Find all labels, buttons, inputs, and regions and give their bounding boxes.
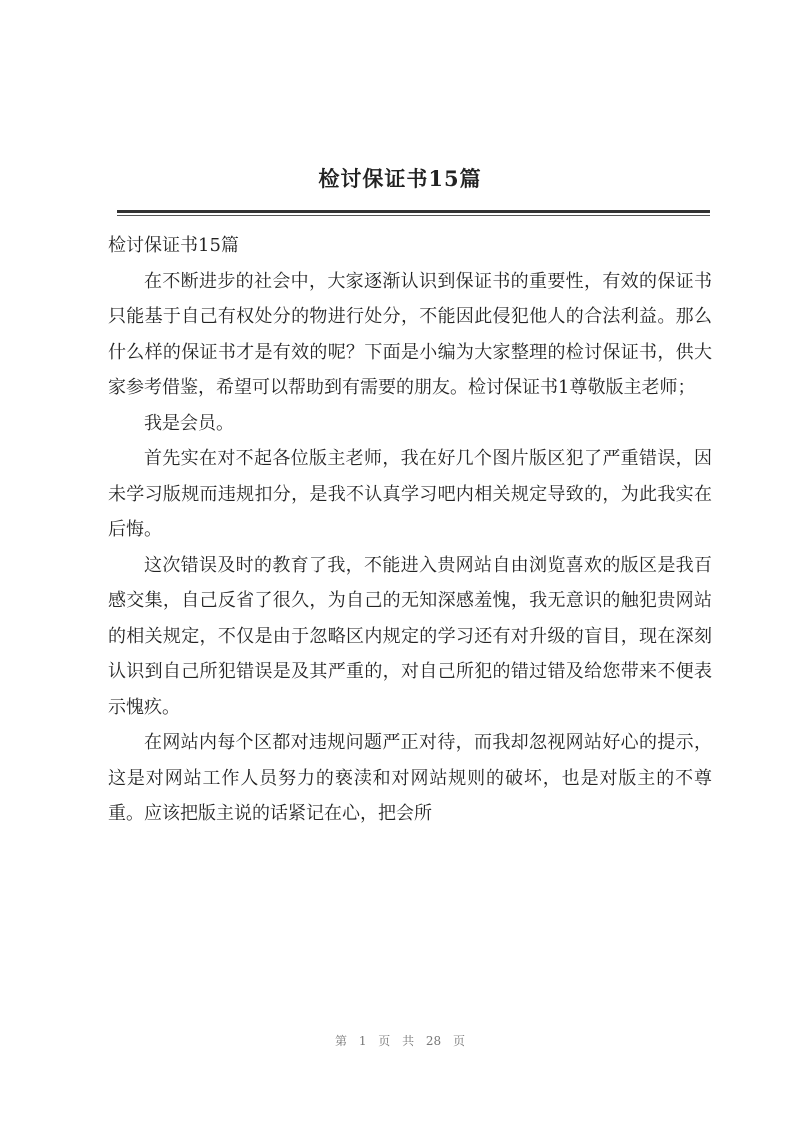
- page-number-footer: 第 1 页 共 28 页: [335, 1034, 465, 1048]
- paragraph-member: 我是会员。: [144, 412, 234, 434]
- paragraph-rules: 在网站内每个区都对违规问题严正对待，而我却忽视网站好心的提示，这是对网站工作人员努力的亵渎和对网站规则的破坏，也是对版主的不尊重。应该把版主说的话紧记在心，把会所: [108, 732, 712, 824]
- document-subtitle: 检讨保证书15篇: [108, 235, 239, 256]
- title-divider-thin: [117, 215, 710, 216]
- paragraph-intro: 在不断进步的社会中，大家逐渐认识到保证书的重要性，有效的保证书只能基于自己有权处分的物进行处分，不能因此侵犯他人的合法利益。那么什么样的保证书才是有效的呢？下面是小编为大家整理的检讨保证书，供大家参考借鉴，希望可以帮助到有需要的朋友。检讨保证书1尊敬版主老师；: [108, 270, 712, 398]
- title-divider-thick: [117, 210, 710, 213]
- document-body: [108, 228, 712, 832]
- paragraph-apology: 首先实在对不起各位版主老师，我在好几个图片版区犯了严重错误，因未学习版规而违规扣分，是我不认真学习吧内相关规定导致的，为此我实在后悔。: [108, 448, 712, 540]
- paragraph-reflection: 这次错误及时的教育了我，不能进入贵网站自由浏览喜欢的版区是我百感交集，自己反省了很久，为自己的无知深感羞愧，我无意识的触犯贵网站的相关规定，不仅是由于忽略区内规定的学习还有对升级的盲目，现在深刻认识到自己所犯错误是及其严重的，对自己所犯的错过错及给您带来不便表示愧疚。: [108, 554, 712, 718]
- document-title: 检讨保证书15篇: [318, 166, 482, 191]
